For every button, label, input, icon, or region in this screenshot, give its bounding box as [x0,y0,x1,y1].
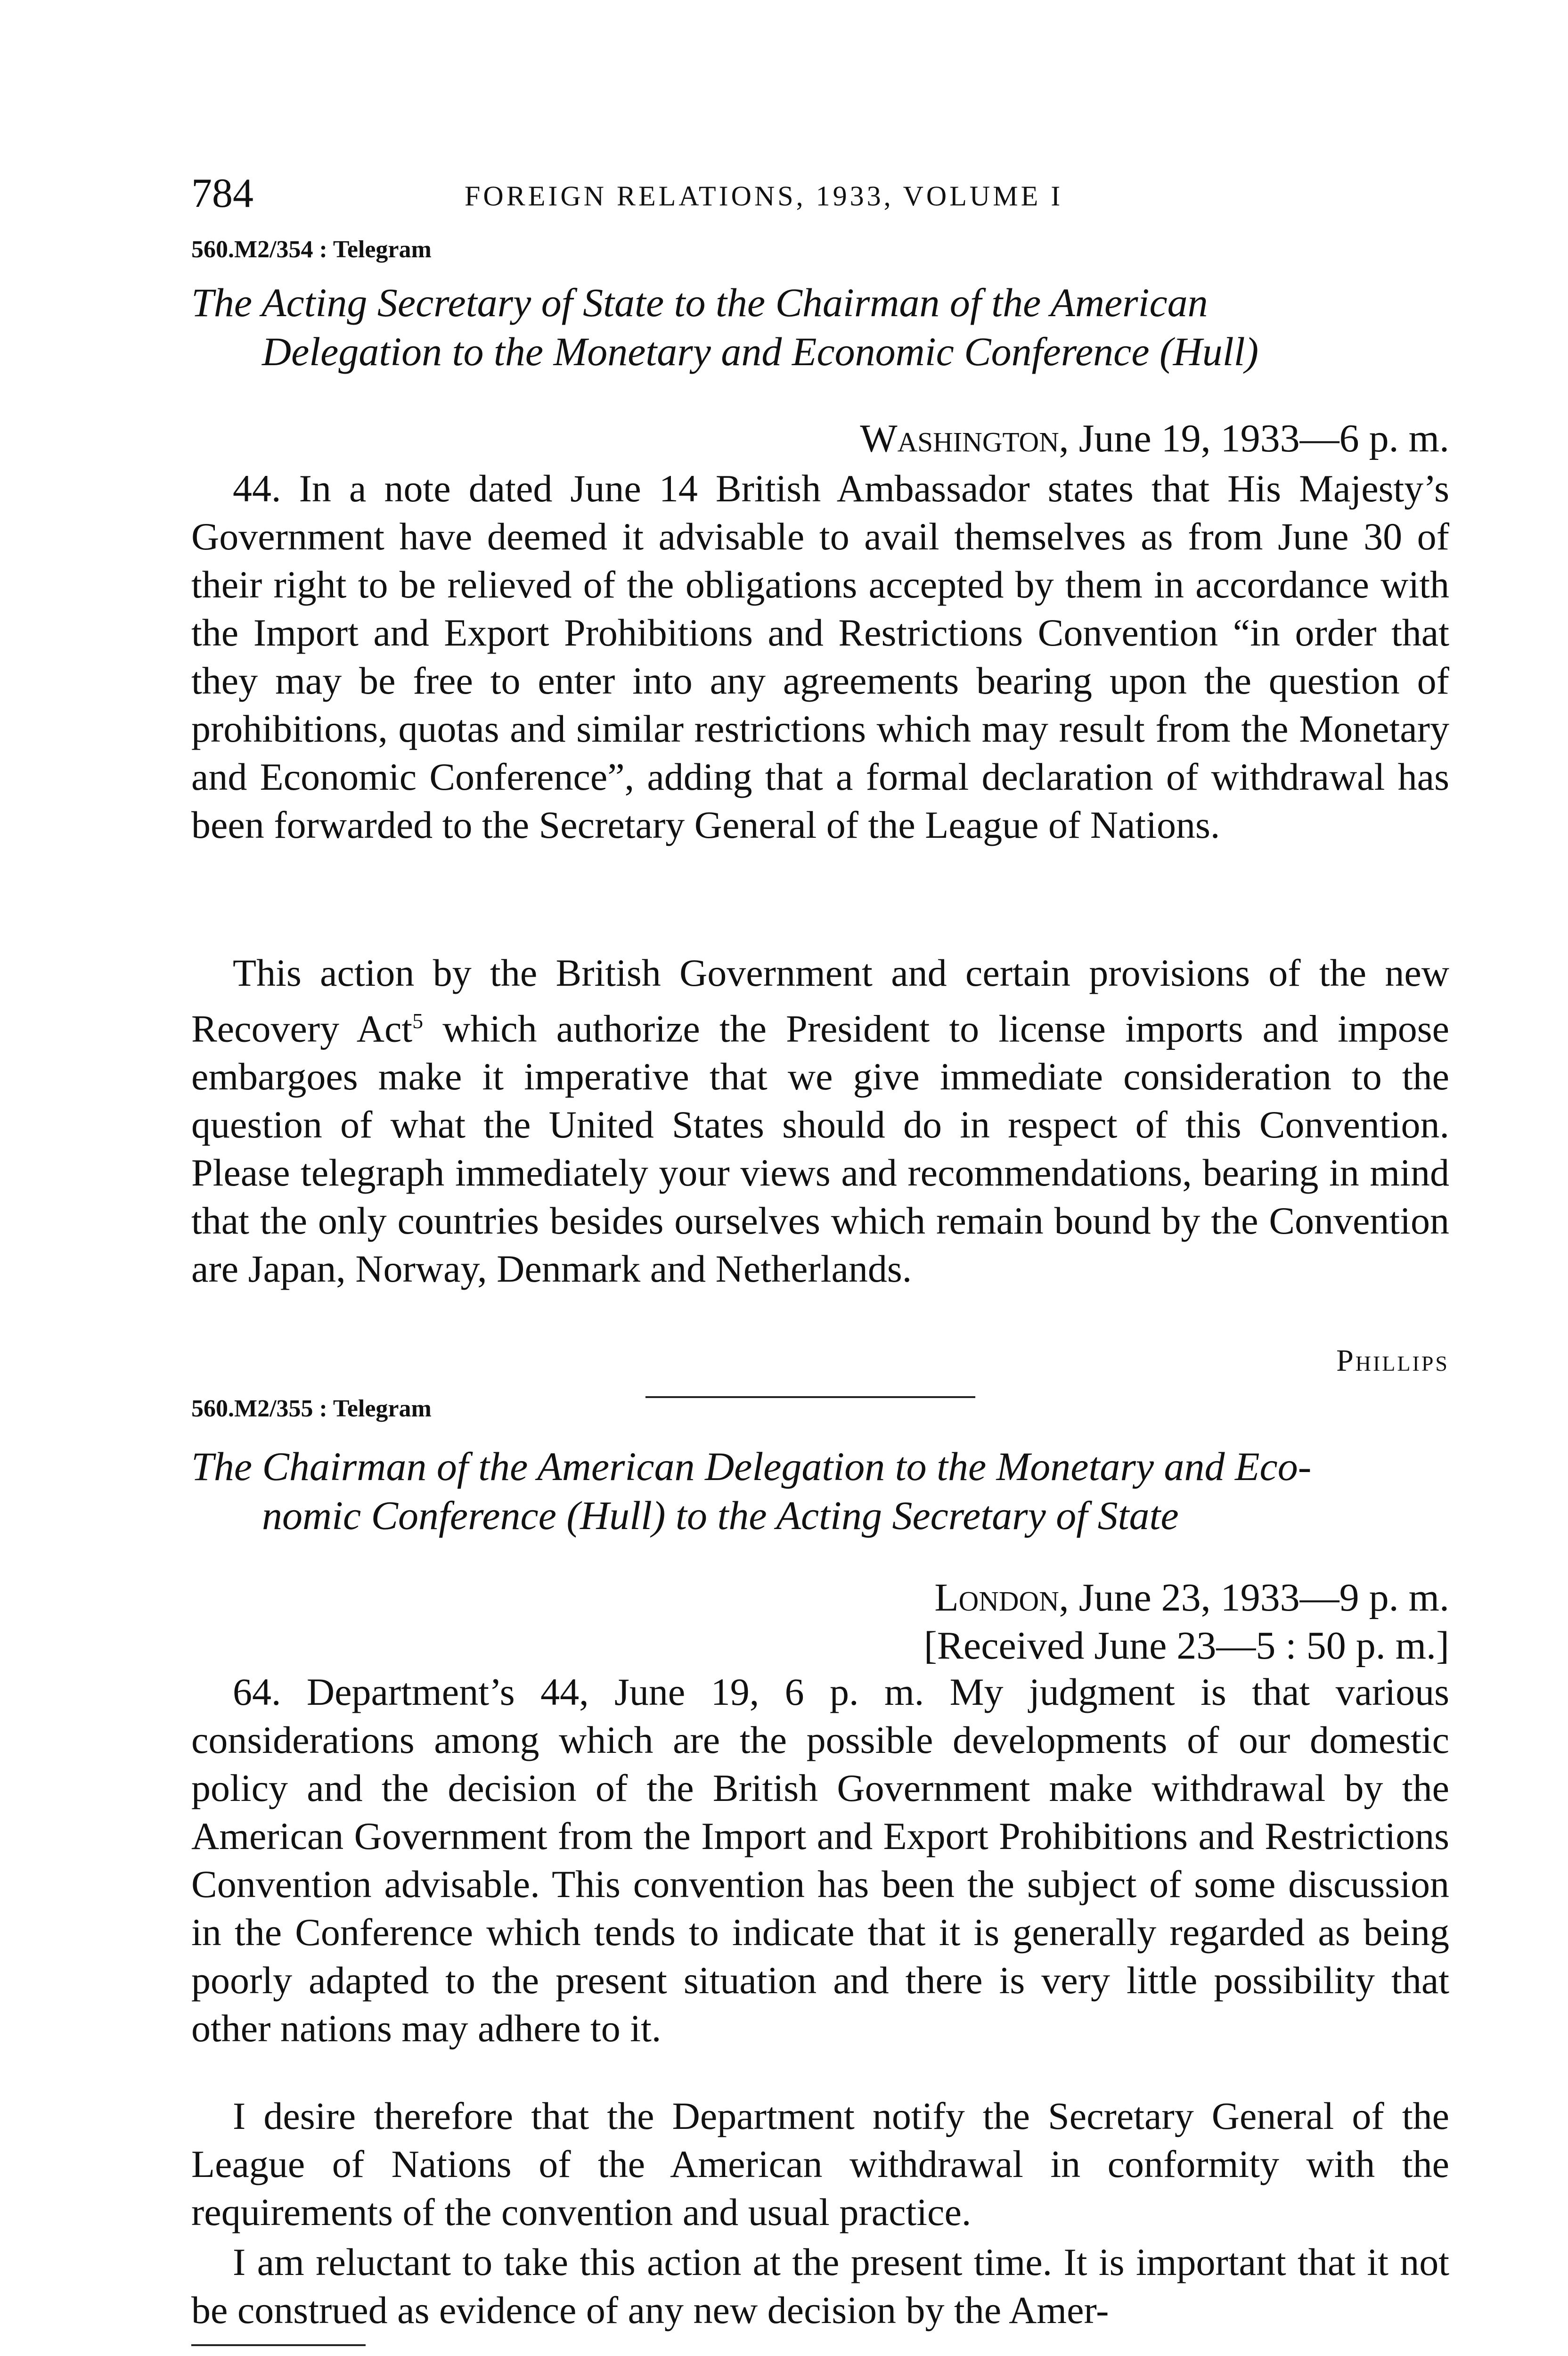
file-reference: 560.M2/355 : Telegram [191,1395,432,1422]
received-line: [Received June 23—5 : 50 p. m.] [923,1624,1449,1668]
dateline [924,1574,1449,1670]
paragraph: I am reluctant to take this action at the present time. It is important that it not be construed as evidence of any new decision by the Amer- [191,2241,1449,2331]
document-title-line: The Acting Secretary of State to the Chairman of the American [191,280,1208,325]
paragraph-text: which authorize the President to license imports and impose embargoes make it imperative that we give immediate consideration to the question of what the United States should do in respect of this Convention. Please telegraph immediately your views and recommendations, bearing in mind that the only countries besides ourselves which remain bound by the Convention are Japan, Norway, Denmark and Netherlands. [191,1007,1449,1291]
paragraph: I desire therefore that the Department notify the Secretary General of the League of Nations of the American withdrawal in conformity with the requirements of the convention and usual practice. [191,2094,1449,2233]
running-head: FOREIGN RELATIONS, 1933, VOLUME I [465,180,1063,212]
paragraph [191,949,1449,1293]
page-number: 784 [191,171,253,216]
document-title-line: nomic Conference (Hull) to the Acting Secretary of State [262,1493,1179,1538]
file-reference: 560.M2/354 : Telegram [191,236,432,263]
dateline-date: June 19, 1933—6 p. m. [1078,417,1449,460]
section-separator [645,1396,975,1398]
dateline-date: June 23, 1933—9 p. m. [1078,1576,1449,1620]
paragraph: 64. Department’s 44, June 19, 6 p. m. My judgment is that various considerations among which are the possible developments of our domestic policy and the decision of the British Government make withdrawal by the American Government from the Import and Export Prohibitions and Restrictions Convention advisable. This convention has been the subject of some discussion in the Conference which tends to indicate that it is generally regarded as being poorly adapted to the present situation and there is very little possibility that other nations may adhere to it. [191,1670,1449,2050]
footnote-rule [191,2344,366,2346]
dateline [860,415,1449,463]
document-title-line: The Chairman of the American Delegation to the Monetary and Eco- [191,1444,1312,1489]
paragraph: 44. In a note dated June 14 British Ambassador states that His Majesty’s Government have deemed it advisable to avail themselves as from June 30 of their right to be relieved of the obligations accepted by them in accordance with the Import and Export Prohibitions and Restrictions Convention “in order that they may be free to enter into any agreements bearing upon the question of prohibitions, quotas and similar restrictions which may result from the Monetary and Economic Conference”, adding that a formal declaration of withdrawal has been forwarded to the Secretary General of the League of Nations. [191,467,1449,846]
dateline-place: London, [934,1576,1069,1620]
signature: Phillips [1336,1343,1449,1378]
document-title [191,1442,1449,1540]
document-title [191,278,1449,376]
document-title-line: Delegation to the Monetary and Economic Conference (Hull) [262,329,1259,374]
paragraph-text: This action by the British Government and certain provisions of the new Recovery Act [191,951,1449,1050]
page-header [191,170,1416,221]
footnote-reference: 5 [412,1009,424,1033]
dateline-place: Washington, [860,417,1069,460]
